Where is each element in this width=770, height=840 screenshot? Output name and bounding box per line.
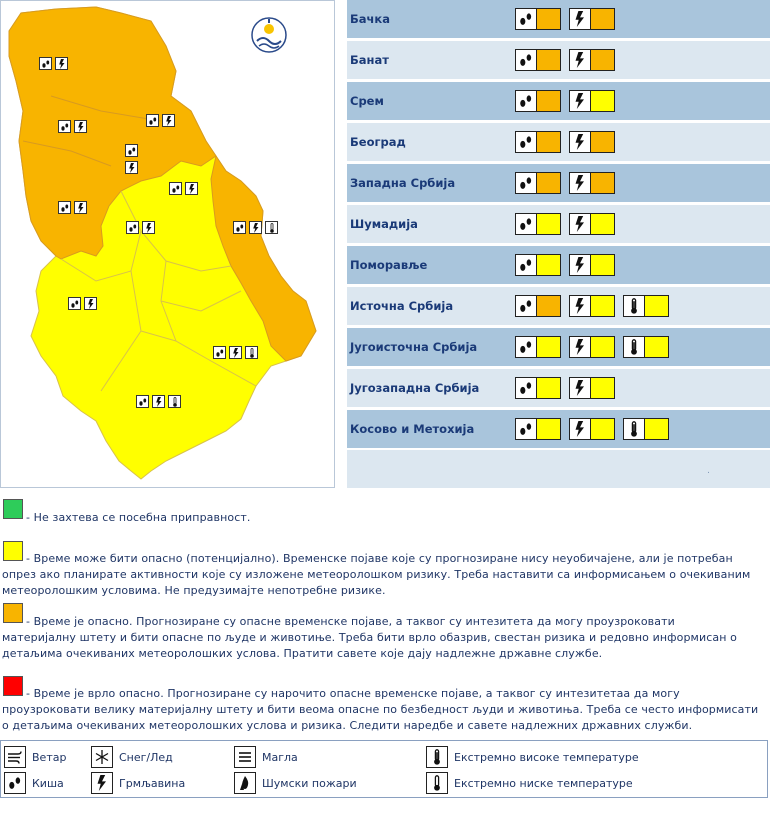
rain-icon	[58, 120, 71, 133]
region-name: Југозападна Србија	[350, 381, 480, 395]
rain-icon	[515, 254, 537, 276]
thunder-icon	[142, 221, 155, 234]
rain-icon	[515, 213, 537, 235]
map-icons-kosovo	[136, 395, 181, 408]
region-name: Београд	[350, 135, 406, 149]
region-row	[347, 205, 770, 243]
region-row	[347, 123, 770, 161]
thunder-icon	[152, 395, 165, 408]
map-icons-istocna	[233, 221, 278, 234]
warning-level-swatch	[537, 49, 561, 71]
serbia-map	[1, 1, 336, 489]
icon-legend	[0, 740, 768, 798]
rain-icon	[58, 201, 71, 214]
region-name: Бачка	[350, 12, 390, 26]
thunder-icon	[74, 201, 87, 214]
warning-level-swatch	[591, 172, 615, 194]
thermometer-high-icon	[426, 746, 448, 768]
map-icons-beograd	[125, 144, 138, 174]
warning-pair	[569, 90, 615, 112]
region-name: Шумадија	[350, 217, 418, 231]
rain-icon	[515, 418, 537, 440]
legend-heat: Екстремно високе температуре	[426, 746, 639, 768]
thermometer-icon	[168, 395, 181, 408]
rain-icon	[169, 182, 182, 195]
warning-level-swatch	[537, 254, 561, 276]
warning-level-swatch	[591, 254, 615, 276]
table-footer	[347, 450, 770, 488]
legend-red-text: - Време је врло опасно. Прогнозиране су нарочито опасне временске појаве, а таквог су интезитетаа да могу проузроковати велику материјалну штету и бити веома опасне по безбедност људи и животиња. Треба се често информисати о детаљима очекиваних метеоролошких услова и ризика. Следити наредбе и савете надлежних државних служби.	[2, 687, 759, 732]
rain-icon	[233, 221, 246, 234]
warning-level-swatch	[537, 172, 561, 194]
rain-icon	[515, 90, 537, 112]
region-row	[347, 287, 770, 325]
warning-pair	[569, 254, 615, 276]
table-footer-mark: .	[707, 466, 710, 476]
legend-fog: Магла	[234, 746, 298, 768]
thunder-icon	[569, 336, 591, 358]
thunder-icon	[125, 161, 138, 174]
warning-level-swatch	[537, 8, 561, 30]
thunder-icon	[55, 57, 68, 70]
region-name: Западна Србија	[350, 176, 456, 190]
warning-pair	[515, 336, 561, 358]
warning-level-swatch	[591, 131, 615, 153]
warning-level-swatch	[537, 295, 561, 317]
warning-level-swatch	[591, 295, 615, 317]
thunder-icon	[74, 120, 87, 133]
warning-pair	[569, 418, 615, 440]
warning-level-swatch	[645, 336, 669, 358]
region-row	[347, 246, 770, 284]
warning-level-swatch	[591, 90, 615, 112]
legend-thunder: Грмљавина	[91, 772, 185, 794]
thunder-icon	[162, 114, 175, 127]
thermometer-icon	[623, 336, 645, 358]
rain-icon	[515, 8, 537, 30]
thermometer-icon	[265, 221, 278, 234]
legend-orange-text: - Време је опасно. Прогнозиране су опасне временске појаве, а таквог су интезитета да могу проузроковати материјалну штету и бити опасне по људе и животиње. Треба бити врло обазрив, свестан ризика и редовно информисан о детаљима очекиваних метеоролошких услова. Пратити савете које дају надлежне државне службе.	[2, 615, 737, 660]
legend-cold: Екстремно ниске температуре	[426, 772, 633, 794]
warning-pair	[515, 213, 561, 235]
warning-pair	[569, 336, 615, 358]
legend-fire: Шумски пожари	[234, 772, 357, 794]
warning-level-swatch	[591, 336, 615, 358]
warning-level-swatch	[537, 213, 561, 235]
legend-rain: Киша	[4, 772, 64, 794]
thunder-icon	[91, 772, 113, 794]
warning-level-swatch	[537, 377, 561, 399]
warning-pair	[569, 295, 615, 317]
thunder-icon	[569, 418, 591, 440]
warning-pair	[515, 172, 561, 194]
rain-icon	[136, 395, 149, 408]
thunder-icon	[249, 221, 262, 234]
map-icons-sumadija	[126, 221, 155, 234]
map-icons-srem	[58, 120, 87, 133]
warning-level-swatch	[591, 49, 615, 71]
region-name: Косово и Метохија	[350, 422, 475, 436]
rhmz-logo-icon	[249, 15, 289, 63]
warning-pair	[515, 254, 561, 276]
warning-level-swatch	[537, 336, 561, 358]
thunder-icon	[569, 8, 591, 30]
rain-icon	[515, 172, 537, 194]
thunder-icon	[569, 377, 591, 399]
thunder-icon	[185, 182, 198, 195]
map-icons-backa	[39, 57, 68, 70]
region-row	[347, 328, 770, 366]
warning-pair	[515, 377, 561, 399]
legend-wind: Ветар	[4, 746, 66, 768]
map-icons-pomoravlje	[169, 182, 198, 195]
warning-pair	[515, 418, 561, 440]
thunder-icon	[569, 213, 591, 235]
warning-map	[0, 0, 335, 488]
rain-icon	[515, 336, 537, 358]
thunder-icon	[569, 254, 591, 276]
warning-level-swatch	[537, 418, 561, 440]
thermometer-icon	[623, 295, 645, 317]
region-name: Источна Србија	[350, 299, 454, 313]
legend-green-text: - Не захтева се посебна приправност.	[26, 511, 251, 524]
warning-pair	[623, 336, 669, 358]
warning-pair	[515, 90, 561, 112]
warning-pair	[515, 8, 561, 30]
region-row	[347, 410, 770, 448]
warning-level-swatch	[591, 377, 615, 399]
rain-icon	[126, 221, 139, 234]
warning-pair	[623, 295, 669, 317]
warning-level-swatch	[591, 418, 615, 440]
warning-pair	[569, 213, 615, 235]
rain-icon	[146, 114, 159, 127]
thunder-icon	[84, 297, 97, 310]
rain-icon	[515, 131, 537, 153]
legend-snow: Снег/Лед	[91, 746, 173, 768]
rain-icon	[125, 144, 138, 157]
region-warning-table	[347, 0, 770, 488]
rain-icon	[515, 49, 537, 71]
rain-icon	[515, 295, 537, 317]
region-row	[347, 0, 770, 38]
warning-level-swatch	[537, 131, 561, 153]
region-name: Југоисточна Србија	[350, 340, 478, 354]
warning-level-swatch	[645, 295, 669, 317]
region-row	[347, 82, 770, 120]
warning-level-swatch	[645, 418, 669, 440]
warning-pair	[515, 295, 561, 317]
snowflake-icon	[91, 746, 113, 768]
thermometer-icon	[245, 346, 258, 359]
warning-level-swatch	[591, 213, 615, 235]
region-row	[347, 164, 770, 202]
forest-fire-icon	[234, 772, 256, 794]
region-row	[347, 41, 770, 79]
thermometer-low-icon	[426, 772, 448, 794]
rain-icon	[68, 297, 81, 310]
fog-icon	[234, 746, 256, 768]
legend-yellow-text: - Време може бити опасно (потенцијално). Временске појаве које су прогнозиране нису неуобичајене, али је потребан опрез ако планирате активности које су изложене метеоролошком ризику. Треба наставити са информисањем о очекиваним метеоролошким условима. Не предузимајте непотребне ризике.	[2, 552, 751, 597]
warning-pair	[515, 49, 561, 71]
thunder-icon	[569, 49, 591, 71]
thunder-icon	[569, 295, 591, 317]
warning-pair	[569, 49, 615, 71]
wind-icon	[4, 746, 26, 768]
thunder-icon	[569, 172, 591, 194]
thunder-icon	[569, 90, 591, 112]
warning-pair	[569, 131, 615, 153]
rain-icon	[515, 377, 537, 399]
warning-level-swatch	[591, 8, 615, 30]
map-icons-jugoistocna	[213, 346, 258, 359]
map-icons-banat	[146, 114, 175, 127]
rain-icon	[213, 346, 226, 359]
warning-pair	[623, 418, 669, 440]
region-name: Срем	[350, 94, 384, 108]
warning-level-swatch	[537, 90, 561, 112]
warning-pair	[569, 8, 615, 30]
thunder-icon	[229, 346, 242, 359]
region-row	[347, 369, 770, 407]
region-name: Банат	[350, 53, 389, 67]
rain-icon	[4, 772, 26, 794]
warning-pair	[569, 172, 615, 194]
region-name: Поморавље	[350, 258, 428, 272]
thunder-icon	[569, 131, 591, 153]
map-icons-zapadna	[58, 201, 87, 214]
thermometer-icon	[623, 418, 645, 440]
warning-pair	[515, 131, 561, 153]
map-icons-jugozapadna	[68, 297, 97, 310]
rain-icon	[39, 57, 52, 70]
warning-pair	[569, 377, 615, 399]
